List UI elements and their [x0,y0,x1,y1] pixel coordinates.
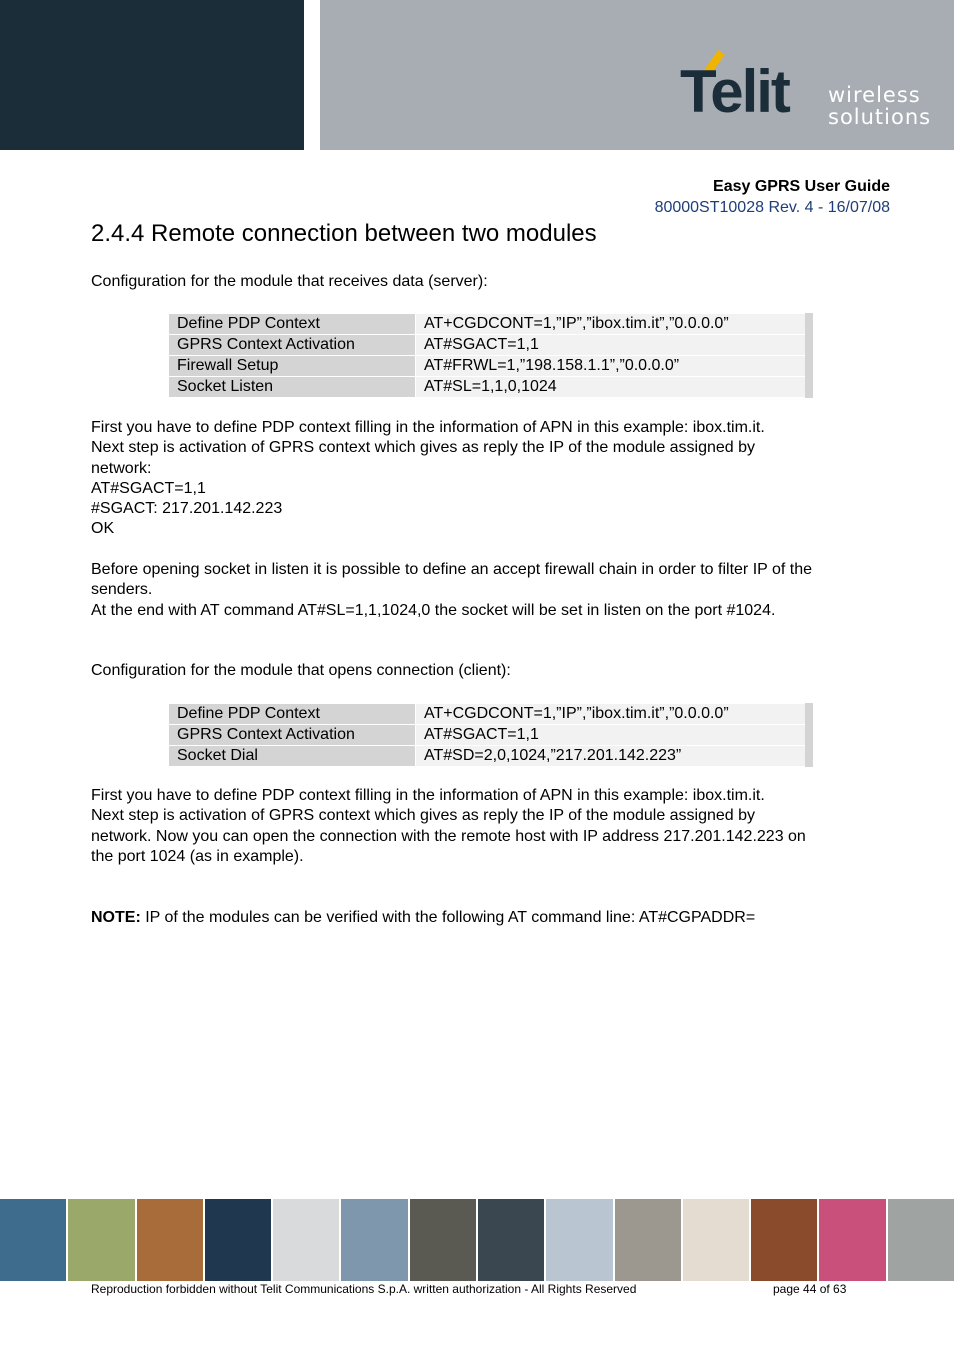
logo-tagline-2: solutions [828,105,932,129]
footer-photo [683,1199,749,1281]
server-paragraph-2 [91,560,891,621]
table-value: AT#FRWL=1,”198.158.1.1”,”0.0.0.0” [416,356,810,377]
text-line: Next step is activation of GPRS context which gives as reply the IP of the module assigned by [91,807,756,825]
table-row [169,335,810,356]
server-config-table [168,313,813,398]
logo-tagline-1: wireless [828,83,921,107]
note-label: NOTE: [91,909,141,926]
logo-wordmark: Telit [680,58,789,125]
logo-tagline [828,84,931,128]
footer-photo [205,1199,271,1281]
table-value: AT#SGACT=1,1 [416,335,810,356]
client-intro: Configuration for the module that opens connection (client): [91,662,511,679]
footer-photo [341,1199,407,1281]
table-key: Socket Dial [169,746,416,767]
footer-photo [273,1199,339,1281]
text-line: senders. [91,581,153,599]
client-paragraph [91,786,891,867]
table-key: Define PDP Context [169,704,416,725]
note-text: IP of the modules can be verified with the following AT command line: AT#CGPADDR= [140,909,756,926]
table-value: AT+CGDCONT=1,”IP”,”ibox.tim.it”,”0.0.0.0” [416,314,810,335]
table-row [169,314,810,335]
text-line: network: [91,459,152,477]
footer-photo [137,1199,203,1281]
table-row [169,725,810,746]
header-dark-block [0,0,304,150]
doc-title: Easy GPRS User Guide [713,178,890,195]
footer-photo [410,1199,476,1281]
text-line: Next step is activation of GPRS context which gives as reply the IP of the module assigned by [91,439,756,457]
footer-photo [888,1199,954,1281]
text-line: Before opening socket in listen it is possible to define an accept firewall chain in order to filter IP of the [91,561,812,578]
text-line: First you have to define PDP context filling in the information of APN in this example: ibox.tim.it. [91,787,765,804]
text-line: network. Now you can open the connection with the remote host with IP address 217.201.142.223 on [91,827,806,845]
footer-copyright: Reproduction forbidden without Telit Communications S.p.A. written authorization - All Rights Reserved [91,1282,637,1296]
table-key: GPRS Context Activation [169,335,416,356]
server-intro: Configuration for the module that receives data (server): [91,273,488,290]
table-key: Socket Listen [169,377,416,398]
table-key: Define PDP Context [169,314,416,335]
text-line: the port 1024 (as in example). [91,847,304,865]
note [91,908,891,928]
footer-page-number: page 44 of 63 [773,1282,847,1296]
table-value: AT#SGACT=1,1 [416,725,810,746]
client-config-table [168,703,813,767]
table-row [169,704,810,725]
text-line: #SGACT: 217.201.142.223 [91,500,283,518]
table-row [169,356,810,377]
footer-photo [0,1199,66,1281]
table-key: GPRS Context Activation [169,725,416,746]
table-value: AT#SD=2,0,1024,”217.201.142.223” [416,746,810,767]
footer-photo [68,1199,134,1281]
footer-photo [819,1199,885,1281]
section-heading: 2.4.4 Remote connection between two modules [91,220,597,247]
table-value: AT#SL=1,1,0,1024 [416,377,810,398]
text-line: AT#SGACT=1,1 [91,479,206,497]
table-key: Firewall Setup [169,356,416,377]
telit-logo [676,48,936,132]
footer-photo [751,1199,817,1281]
table-value: AT+CGDCONT=1,”IP”,”ibox.tim.it”,”0.0.0.0” [416,704,810,725]
table-row [169,746,810,767]
footer-photo [546,1199,612,1281]
server-paragraph-1 [91,418,891,540]
footer-photo [478,1199,544,1281]
text-line: At the end with AT command AT#SL=1,1,1024,0 the socket will be set in listen on the port #1024. [91,601,776,619]
text-line: First you have to define PDP context filling in the information of APN in this example: ibox.tim.it. [91,419,765,436]
text-line: OK [91,520,115,538]
footer-photo [615,1199,681,1281]
table-row [169,377,810,398]
doc-revision: 80000ST10028 Rev. 4 - 16/07/08 [654,199,890,216]
footer-image-strip [0,1199,954,1281]
